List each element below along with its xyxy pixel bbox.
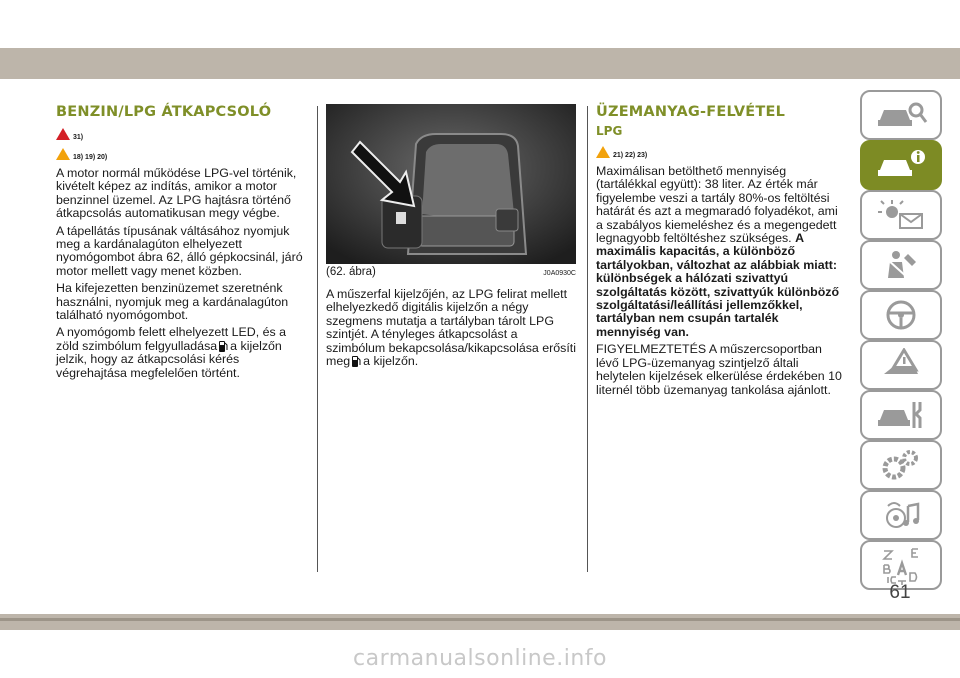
footer-band bbox=[0, 614, 960, 630]
gears-icon bbox=[874, 448, 928, 482]
middle-column bbox=[326, 104, 576, 372]
red-warning-icon bbox=[56, 128, 70, 140]
paragraph-text: A nyomógomb felett elhelyezett LED, és a zöld szimbólum felgyulladása bbox=[56, 325, 287, 353]
warning-refs: 31) bbox=[73, 133, 84, 141]
warning-triangle-icon bbox=[874, 348, 928, 382]
section-heading-refuel: ÜZEMANYAG-FELVÉTEL bbox=[596, 104, 786, 120]
car-search-icon bbox=[874, 98, 928, 132]
tab-multimedia[interactable] bbox=[860, 490, 942, 540]
page-number: 61 bbox=[889, 582, 911, 603]
paragraph-text: a kijelzőn. bbox=[363, 354, 419, 369]
tab-maintenance[interactable] bbox=[860, 390, 942, 440]
tab-lights-messages[interactable] bbox=[860, 190, 942, 240]
subheading-lpg: LPG bbox=[596, 124, 623, 138]
tab-car-info[interactable] bbox=[860, 140, 942, 190]
caution-ref-row bbox=[596, 142, 846, 162]
tab-driving[interactable] bbox=[860, 290, 942, 340]
caution-ref-row bbox=[56, 144, 306, 164]
orange-caution-icon bbox=[56, 148, 70, 160]
header-band bbox=[0, 48, 960, 79]
bold-text: A maximális kapacitás, a különböző tartályokban, változhat az alábbiak miatt: különbségek a hálózati szivattyú szolgáltatás között, szivattyúk különböző szolgáltatási/leállítási jellemzőkkel, tartályban nem csupán tartalék mennyiség van. bbox=[596, 231, 840, 339]
figure-62-photo bbox=[326, 104, 576, 264]
light-message-icon bbox=[874, 198, 928, 232]
index-letters-icon bbox=[874, 545, 928, 585]
tab-emergency[interactable] bbox=[860, 340, 942, 390]
fuel-pump-icon bbox=[352, 355, 361, 367]
watermark: carmanualsonline.info bbox=[353, 646, 607, 671]
steering-wheel-icon bbox=[874, 298, 928, 332]
paragraph-text: A műszerfal kijelzőjén, az LPG felirat mellett elhelyezkedő digitális kijelzőn a négy szegmens mutatja a tartályban tárolt LPG szintjét. A tényleges átkapcsolást a szimbólum bekapcsolása/kikapcsolása erősíti meg bbox=[326, 287, 576, 369]
tab-technical-data[interactable] bbox=[860, 440, 942, 490]
caution-refs: 18) 19) 20) bbox=[73, 153, 108, 161]
footer-band-line bbox=[0, 618, 960, 621]
column-divider bbox=[587, 106, 588, 572]
lpg-button-photo-illustration bbox=[326, 104, 576, 264]
paragraph-text: a kijelzőn jelzik, hogy az átkapcsolási kérés végrehajtása megfelelően történt. bbox=[56, 338, 282, 380]
caption-label: (62. ábra) bbox=[326, 266, 376, 278]
fuel-pump-icon bbox=[219, 340, 228, 352]
seatbelt-icon bbox=[874, 248, 928, 282]
paragraph: A tápellátás típusának váltásához nyomjuk meg a kardánalagúton elhelyezett nyomógombot ábra 62, álló gépkocsinál, járó motor mellett vagy menet közben. bbox=[56, 223, 303, 278]
figure-caption bbox=[326, 266, 576, 278]
paragraph bbox=[596, 165, 846, 339]
paragraph bbox=[56, 326, 306, 380]
warning-ref-row bbox=[56, 124, 306, 144]
right-column bbox=[596, 104, 846, 401]
media-icon bbox=[874, 498, 928, 532]
figure-code: J0A0930C bbox=[543, 270, 576, 277]
paragraph: Ha kifejezetten benzinüzemet szeretnénk használni, nyomjuk meg a kardánalagúton található nyomógombot. bbox=[56, 281, 289, 323]
left-column bbox=[56, 104, 306, 384]
tab-safety[interactable] bbox=[860, 240, 942, 290]
tab-car-search[interactable] bbox=[860, 90, 942, 140]
caution-refs: 21) 22) 23) bbox=[613, 151, 648, 159]
paragraph: FIGYELMEZTETÉS A műszercsoportban lévő LPG-üzemanyag szintjelző általi helytelen kijelzések elkerülése érdekében 10 liternél több üzemanyag tankolása ajánlott. bbox=[596, 342, 842, 397]
orange-caution-icon bbox=[596, 146, 610, 158]
paragraph-text: Maximálisan betölthető mennyiség (tartálékkal együtt): 38 liter. Az érték már figyelembe veszi a tartály 80%-os feltöltési határát és azt a megmaradó folyadékot, ami a szabályos kiemeléshez és a megengedett legnagyobb feltöltéshez szükséges. bbox=[596, 164, 838, 246]
paragraph: A motor normál működése LPG-vel történik, kivételt képez az indítás, amikor a motor benzinnel üzemel. Az LPG hajtásra történő átkapcsolás automatikusan megy végbe. bbox=[56, 166, 297, 221]
column-divider bbox=[317, 106, 318, 572]
paragraph bbox=[326, 288, 576, 368]
section-heading-switch: BENZIN/LPG ÁTKAPCSOLÓ bbox=[56, 104, 272, 120]
car-info-icon bbox=[874, 148, 928, 182]
car-tools-icon bbox=[874, 398, 928, 432]
